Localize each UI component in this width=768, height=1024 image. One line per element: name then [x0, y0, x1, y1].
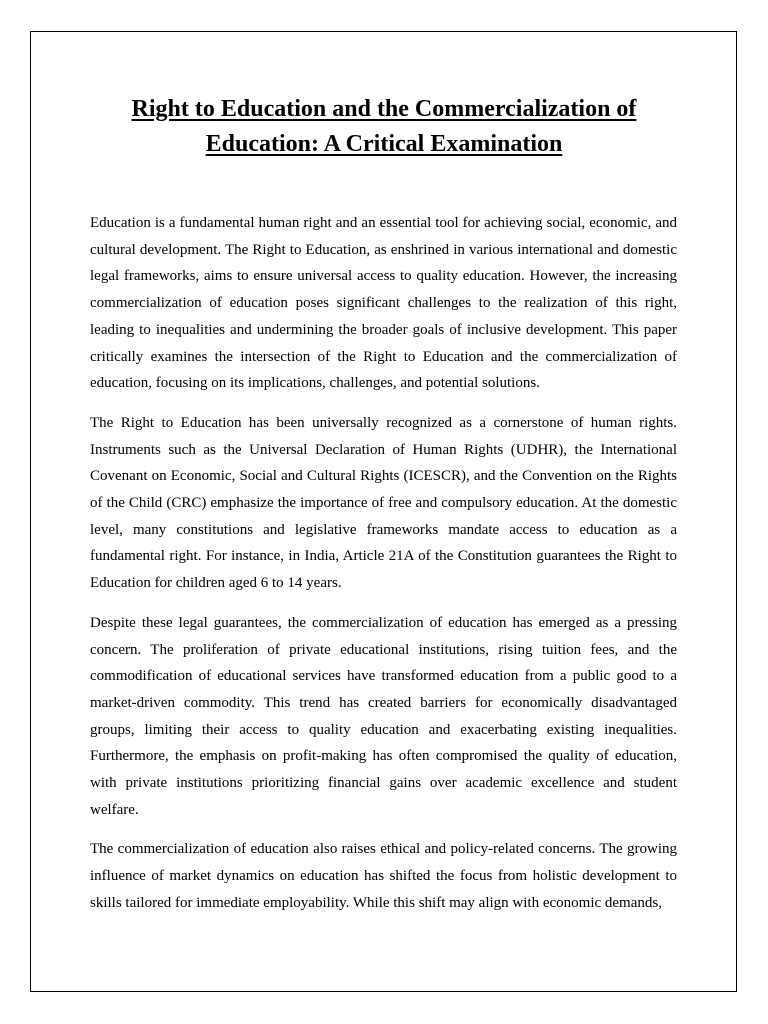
paragraph-commercialization-concern: Despite these legal guarantees, the commercialization of education has emerged as a pressing concern. The proliferation of private educational institutions, rising tuition fees, and the commodification of educational services have transformed education from a public good to a market-driven commodity. This trend has created barriers for economically disadvantaged groups, limiting their access to quality education and exacerbating existing inequalities. Furthermore, the emphasis on profit-making has often compromised the quality of education, with private institutions prioritizing financial gains over academic excellence and student welfare.: [90, 614, 677, 818]
document-title: Right to Education and the Commercialization of Education: A Critical Examination: [131, 96, 637, 157]
document-body: [90, 210, 677, 930]
paragraph-ethical-concerns: The commercialization of education also raises ethical and policy-related concerns. The growing influence of market dynamics on education has shifted the focus from holistic development to skills tailored for immediate employability. While this shift may align with economic demands,: [90, 841, 677, 911]
paragraph-legal-recognition: The Right to Education has been universally recognized as a cornerstone of human rights. Instruments such as the Universal Declaration of Human Rights (UDHR), the International Covenant on Economic, Social and Cultural Rights (ICESCR), and the Convention on the Rights of the Child (CRC) emphasize the importance of free and compulsory education. At the domestic level, many constitutions and legislative frameworks mandate access to education as a fundamental right. For instance, in India, Article 21A of the Constitution guarantees the Right to Education for children aged 6 to 14 years.: [90, 414, 677, 592]
paragraph-intro: Education is a fundamental human right and an essential tool for achieving social, economic, and cultural development. The Right to Education, as enshrined in various international and domestic legal frameworks, aims to ensure universal access to quality education. However, the increasing commercialization of education poses significant challenges to the realization of this right, leading to inequalities and undermining the broader goals of inclusive development. This paper critically examines the intersection of the Right to Education and the commercialization of education, focusing on its implications, challenges, and potential solutions.: [90, 215, 677, 392]
